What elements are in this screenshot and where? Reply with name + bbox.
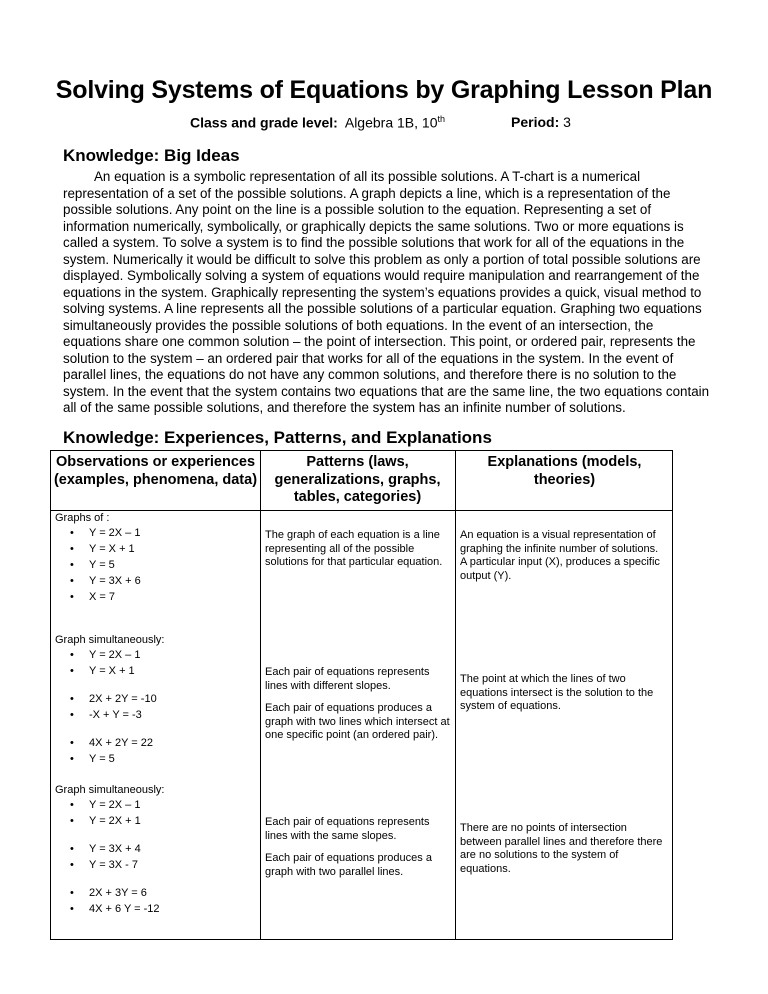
list-item: • 2X + 3Y = 6 — [51, 885, 160, 901]
section2-label: Graph simultaneously: — [55, 634, 165, 646]
list-item: • Y = 2X – 1 — [51, 797, 141, 813]
section2-group2 — [51, 691, 157, 723]
section2-pattern-b: Each pair of equations produces a graph with two lines which intersect at one specific point (an ordered pair). — [265, 702, 450, 741]
list-item: • X = 7 — [51, 589, 141, 605]
experiences-heading: Knowledge: Experiences, Patterns, and Explanations — [63, 428, 492, 447]
section3-label: Graph simultaneously: — [55, 784, 165, 796]
header-divider — [51, 510, 672, 511]
list-item: • 2X + 2Y = -10 — [51, 691, 157, 707]
list-item: • Y = 5 — [51, 751, 153, 767]
class-grade-value: Algebra 1B, 10 — [344, 114, 438, 131]
header-explanations: Explanations (models, theories) — [487, 454, 642, 488]
list-item: • Y = X + 1 — [51, 541, 141, 557]
section3-pattern-a: Each pair of equations represents lines with the same slopes. — [265, 816, 430, 842]
section2-group1 — [51, 647, 140, 679]
list-item: • 4X + 6 Y = -12 — [51, 901, 160, 917]
big-ideas-paragraph: An equation is a symbolic representation of all its possible solutions. A T-chart is a numerical representation of a set of the possible solutions. A graph depicts a line, which is a representation of the possible solutions. Any point on the line is a possible solution to the equation. Representing a set of information numerically, symbolically, or graphically depicts the same solutions. Two or more equations is called a system. To solve a system is to find the possible solutions that work for all of the equations in the system. Numerically it would be difficult to solve this problem as only a portion of total possible solutions are displayed. Symbolically solving a system of equations would require manipulation and rearrangement of the equations in the system. Graphically representing the system’s equations provides a quick, visual method to solving systems. A line represents all the possible solutions of a particular equation. Graphing two equations simultaneously provides the possible solutions of both equations. In the event of an intersection, the equations share one common solution – the point of intersection. This point, or ordered pair, represents the solution to the system – an ordered pair that works for all of the equations in the system. In the event of parallel lines, the equations do not have any common solutions, and therefore there is no solution to the system. In the event that the system contains two equations that are the same line, the two equations contain all of the same possible solutions, and therefore the system has an infinite number of solutions. — [63, 169, 710, 415]
class-grade-line — [190, 114, 445, 131]
section2-group3 — [51, 735, 153, 767]
section1-pattern: The graph of each equation is a line representing all of the possible solutions for that particular equation. — [265, 529, 443, 568]
section3-explanation: There are no points of intersection between parallel lines and therefore there are no solutions to the system of equations. — [460, 822, 663, 875]
section2-pattern-a: Each pair of equations represents lines with different slopes. — [265, 666, 430, 692]
section3-group2 — [51, 841, 141, 873]
list-item: • Y = 3X - 7 — [51, 857, 141, 873]
column-divider — [455, 451, 456, 939]
knowledge-table — [50, 450, 673, 940]
header-patterns: Patterns (laws, generalizations, graphs, tables, categories) — [274, 454, 441, 505]
list-item: • Y = 5 — [51, 557, 141, 573]
section3-group1 — [51, 797, 141, 829]
list-item: • Y = X + 1 — [51, 663, 140, 679]
period-value: 3 — [563, 114, 571, 130]
page-title: Solving Systems of Equations by Graphing Lesson Plan — [55, 76, 713, 104]
section3-pattern-b: Each pair of equations produces a graph with two parallel lines. — [265, 852, 432, 878]
list-item: • Y = 2X + 1 — [51, 813, 141, 829]
period-label: Period: — [511, 114, 560, 130]
list-item: • Y = 2X – 1 — [51, 647, 140, 663]
class-grade-label: Class and grade level: — [190, 114, 338, 131]
section2-explanation: The point at which the lines of two equations intersect is the solution to the system of equations. — [460, 673, 654, 712]
period-line — [511, 114, 571, 130]
header-observations: Observations or experiences (examples, phenomena, data) — [53, 454, 258, 488]
section3-group3 — [51, 885, 160, 917]
section1-explanation: An equation is a visual representation of graphing the infinite number of solutions. A particular input (X), produces a specific output (Y). — [460, 529, 660, 582]
list-item: • Y = 3X + 6 — [51, 573, 141, 589]
list-item: • Y = 3X + 4 — [51, 841, 141, 857]
section1-equation-list — [51, 525, 141, 605]
big-ideas-heading: Knowledge: Big Ideas — [63, 146, 240, 165]
section1-label: Graphs of : — [55, 512, 110, 524]
class-grade-suffix: th — [437, 114, 445, 124]
list-item: • 4X + 2Y = 22 — [51, 735, 153, 751]
list-item: • -X + Y = -3 — [51, 707, 157, 723]
column-divider — [260, 451, 261, 939]
list-item: • Y = 2X – 1 — [51, 525, 141, 541]
